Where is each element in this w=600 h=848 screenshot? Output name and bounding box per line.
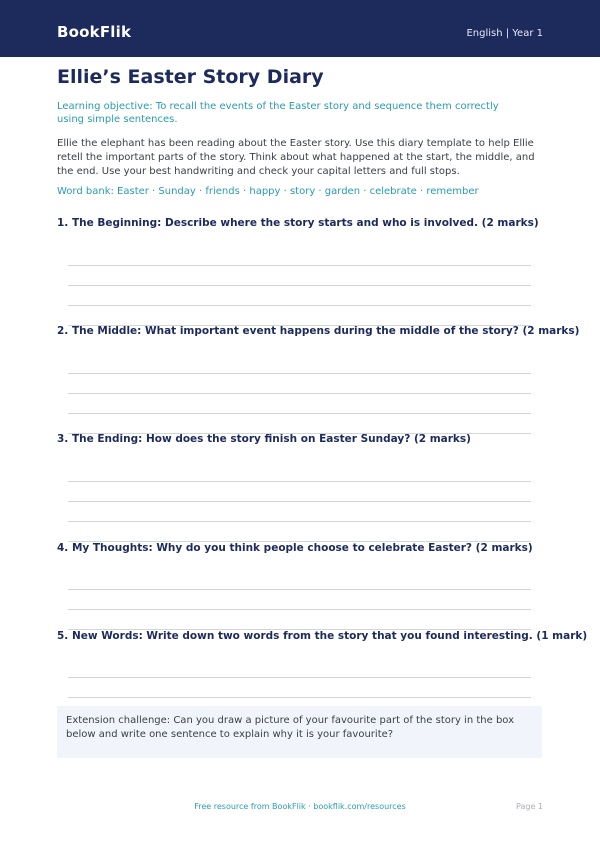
learning-objective: Learning objective: To recall the events of the Easter story and sequence them correctly using simple sentences.: [57, 101, 499, 125]
answer-line[interactable]: [68, 609, 531, 610]
extension-text: Extension challenge: Can you draw a picture of your favourite part of the story in the box below and write one sentence to explain why it is your favourite?: [66, 715, 515, 740]
footer-text: Free resource from BookFlik · bookflik.com/resources: [194, 802, 406, 811]
page-header: [0, 0, 600, 57]
subject-label: English | Year 1: [466, 28, 543, 39]
question-3: 3. The Ending: How does the story finish on Easter Sunday? (2 marks): [57, 433, 471, 445]
answer-line[interactable]: [68, 481, 531, 482]
question-2: 2. The Middle: What important event happens during the middle of the story? (2 marks): [57, 325, 580, 337]
answer-line[interactable]: [68, 677, 531, 678]
answer-line[interactable]: [68, 265, 531, 266]
answer-line[interactable]: [68, 305, 531, 306]
brand-logo: BookFlik: [57, 23, 132, 41]
page-title: Ellie’s Easter Story Diary: [57, 66, 324, 88]
answer-line[interactable]: [68, 697, 531, 698]
page-number: Page 1: [516, 802, 543, 811]
intro-text: Ellie the elephant has been reading about the Easter story. Use this diary template to help Ellie retell the important parts of the story. Think about what happened at the start, the middle, and the end. Use your best handwriting and check your capital letters and full stops.: [57, 138, 535, 177]
question-5: 5. New Words: Write down two words from the story that you found interesting. (1 mark): [57, 630, 588, 642]
answer-line[interactable]: [68, 285, 531, 286]
answer-line[interactable]: [68, 373, 531, 374]
answer-line[interactable]: [68, 521, 531, 522]
answer-line[interactable]: [68, 413, 531, 414]
answer-line[interactable]: [68, 501, 531, 502]
answer-line[interactable]: [68, 589, 531, 590]
word-bank: Word bank: Easter · Sunday · friends · happy · story · garden · celebrate · remember: [57, 186, 479, 197]
question-1: 1. The Beginning: Describe where the story starts and who is involved. (2 marks): [57, 217, 539, 229]
question-4: 4. My Thoughts: Why do you think people choose to celebrate Easter? (2 marks): [57, 542, 533, 554]
extension-challenge: [57, 706, 542, 758]
answer-line[interactable]: [68, 393, 531, 394]
